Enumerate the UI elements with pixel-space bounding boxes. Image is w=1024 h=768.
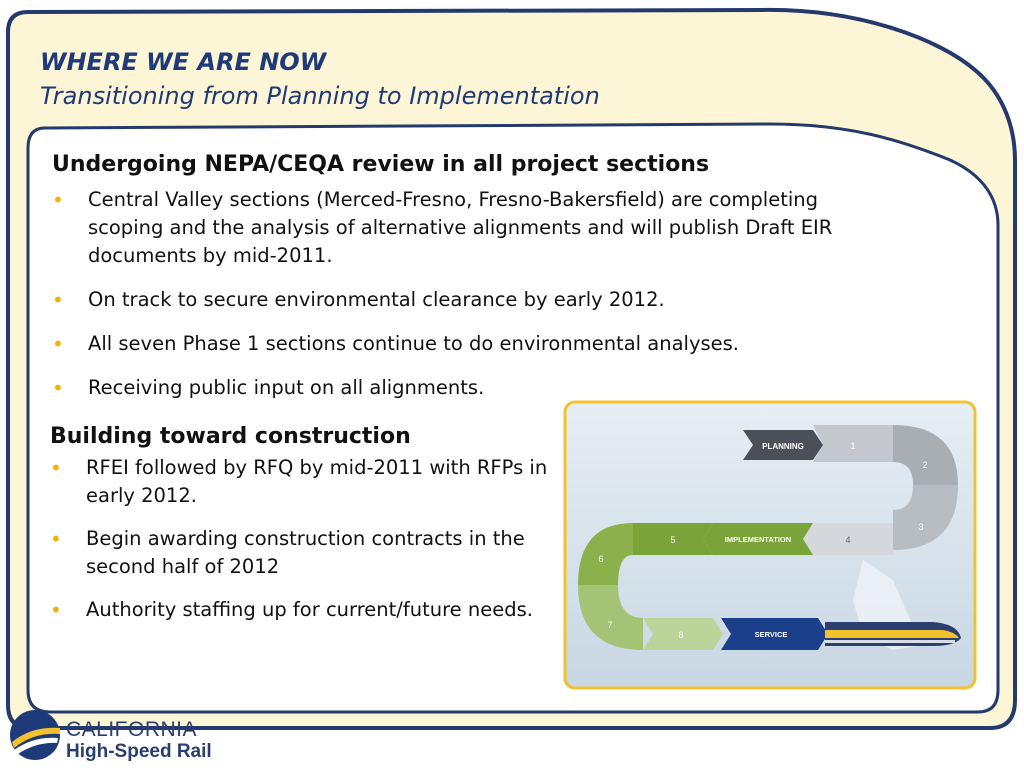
logo-text-california: CALIFORNIA [66, 718, 198, 741]
step-7-label: 7 [607, 620, 613, 630]
list-item: • All seven Phase 1 sections continue to do environmental analyses. [52, 332, 739, 356]
bullet-icon: • [50, 527, 62, 551]
service-label: SERVICE [754, 630, 788, 639]
section-heading-construction: Building toward construction [50, 424, 411, 449]
bullet-icon: • [52, 376, 64, 400]
bullet-icon: • [50, 456, 62, 480]
page-title: WHERE WE ARE NOW [40, 48, 327, 76]
planning-label: PLANNING [762, 442, 804, 451]
chsr-logo [8, 706, 223, 764]
step-5-arrow [623, 523, 713, 555]
bullet-list-construction [50, 454, 550, 639]
step-8-label: 8 [678, 630, 684, 640]
list-item: • On track to secure environmental clearance by early 2012. [52, 288, 665, 312]
process-diagram [563, 400, 977, 690]
train-icon [825, 622, 961, 646]
step-5-label: 5 [670, 535, 676, 545]
list-item: • Authority staffing up for current/future needs. [50, 598, 533, 622]
step-6-label: 6 [598, 554, 604, 564]
section-heading-nepa: Undergoing NEPA/CEQA review in all project sections [52, 152, 710, 177]
step-1-label: 1 [850, 441, 856, 451]
list-item: • Central Valley sections (Merced-Fresno, Fresno-Bakersfield) are completing scoping and the analysis of alternative alignments and will publish Draft EIR documents by mid-2011. [52, 188, 833, 267]
bullet-icon: • [50, 598, 62, 622]
step-3-label: 3 [918, 522, 924, 532]
page-subtitle: Transitioning from Planning to Implementation [40, 82, 600, 110]
logo-text-hsr: High-Speed Rail [66, 741, 212, 762]
list-item: • RFEI followed by RFQ by mid-2011 with RFPs in early 2012. [50, 456, 548, 507]
logo-emblem-icon [8, 708, 62, 762]
list-item: • Receiving public input on all alignments. [52, 376, 485, 400]
step-2-label: 2 [922, 460, 928, 470]
list-item: • Begin awarding construction contracts in the second half of 2012 [50, 527, 525, 578]
bullet-list-nepa [52, 186, 872, 418]
bullet-icon: • [52, 288, 64, 312]
bullet-icon: • [52, 188, 64, 212]
implementation-label: IMPLEMENTATION [724, 535, 792, 544]
step-1-arrow [813, 425, 903, 462]
step-4-label: 4 [845, 535, 851, 545]
bullet-icon: • [52, 332, 64, 356]
